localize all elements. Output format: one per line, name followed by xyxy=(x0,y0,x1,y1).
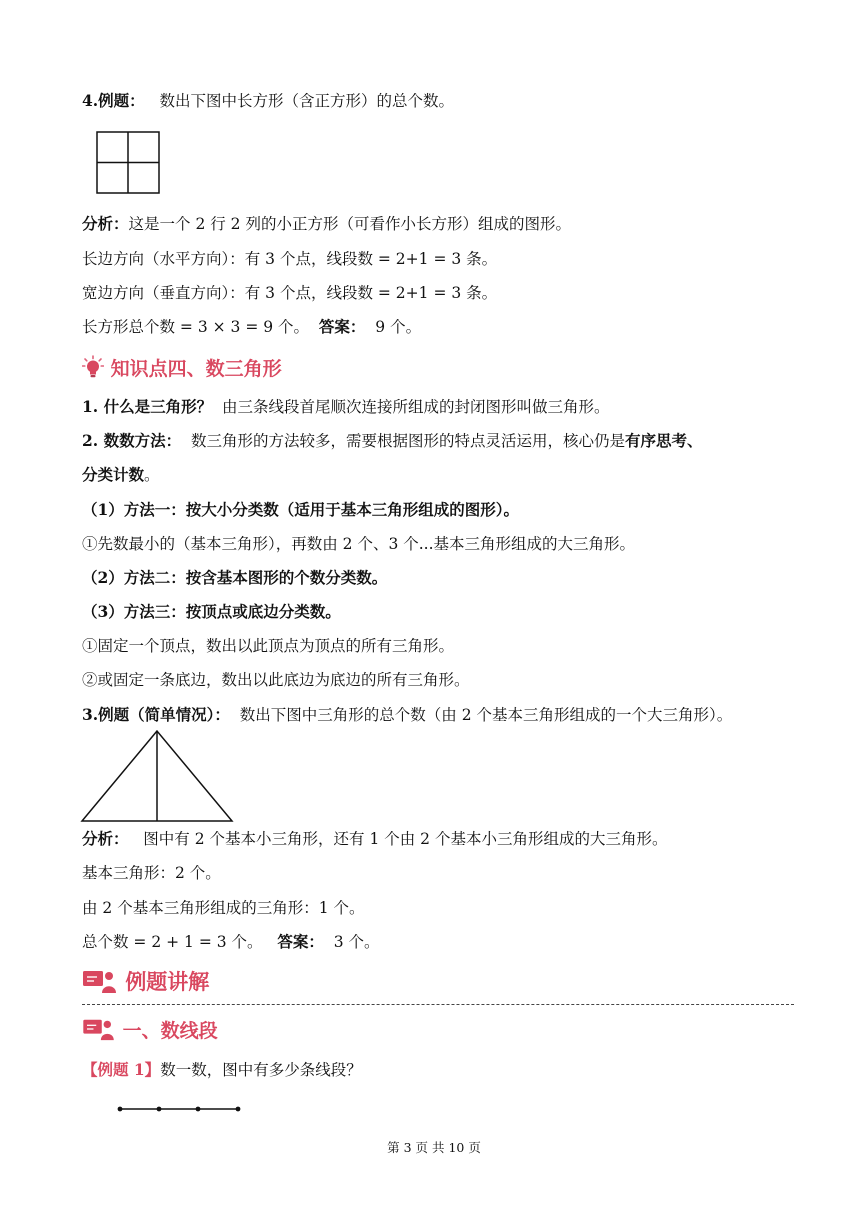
ex4-total-text: 长方形总个数 = 3 × 3 = 9 个。 xyxy=(82,318,310,336)
ex4-label: 4.例题： xyxy=(82,91,145,110)
ex3-question xyxy=(82,704,732,726)
section-knowledge-point-4-title: 知识点四、数三角形 xyxy=(110,358,282,380)
ex4-analysis-label: 分析： xyxy=(82,214,129,233)
kp2-line2-end: 。 xyxy=(144,466,160,484)
method3-title: （3）方法三：按顶点或底边分类数。 xyxy=(82,602,341,621)
ex3-text: 数出下图中三角形的总个数（由 2 个基本三角形组成的一个大三角形）。 xyxy=(239,706,733,724)
section-knowledge-point-4 xyxy=(82,354,282,381)
teacher-board-icon xyxy=(82,1017,116,1041)
ex3-total-text: 总个数 = 2 + 1 = 3 个。 xyxy=(82,933,263,951)
example-1-tag: 【例题 1】 xyxy=(82,1060,161,1079)
section-segments-title: 一、数线段 xyxy=(122,1020,218,1042)
lightbulb-icon xyxy=(82,355,104,379)
ex4-question xyxy=(82,90,454,112)
page-footer: 第 3 页 共 10 页 xyxy=(387,1140,481,1155)
method3-note1: ①固定一个顶点，数出以此顶点为顶点的所有三角形。 xyxy=(82,637,455,655)
method3-note2: ②或固定一条底边，数出以此底边为底边的所有三角形。 xyxy=(82,671,470,689)
ex4-analysis-text: 这是一个 2 行 2 列的小正方形（可看作小长方形）组成的图形。 xyxy=(128,215,571,233)
ex3-answer: 3 个。 xyxy=(333,933,380,951)
ex4-wide-side: 宽边方向（垂直方向）：有 3 个点，线段数 = 2+1 = 3 条。 xyxy=(82,284,498,302)
ex3-basic: 基本三角形：2 个。 xyxy=(82,864,221,882)
ex3-total xyxy=(82,931,380,953)
teacher-board-icon xyxy=(82,968,118,994)
section-segments xyxy=(82,1016,218,1043)
triangle-figure xyxy=(80,729,234,824)
kp2-text: 数三角形的方法较多，需要根据图形的特点灵活运用，核心仍是 xyxy=(190,432,625,450)
kp2-line2-bold: 分类计数 xyxy=(82,465,145,484)
ex3-combined: 由 2 个基本三角形组成的三角形：1 个。 xyxy=(82,899,365,917)
square-grid-figure xyxy=(96,131,162,195)
ex3-answer-label: 答案： xyxy=(277,932,324,951)
ex4-answer: 9 个。 xyxy=(375,318,422,336)
kp2-bold-tail: 有序思考、 xyxy=(624,431,703,450)
kp1-text: 由三条线段首尾顺次连接所组成的封闭图形叫做三角形。 xyxy=(221,398,610,416)
method2-title: （2）方法二：按含基本图形的个数分类数。 xyxy=(82,568,388,587)
section-examples xyxy=(82,966,209,996)
ex3-label: 3.例题（简单情况）： xyxy=(82,705,230,724)
kp2-line2 xyxy=(82,464,160,486)
kp1-label: 1. 什么是三角形？ xyxy=(82,397,213,416)
ex3-analysis-text: 图中有 2 个基本小三角形，还有 1 个由 2 个基本小三角形组成的大三角形。 xyxy=(143,830,668,848)
method1-title: （1）方法一：按大小分类数（适用于基本三角形组成的图形）。 xyxy=(82,500,520,519)
ex3-analysis-label: 分析： xyxy=(82,829,129,848)
ex4-total xyxy=(82,316,421,338)
ex3-analysis xyxy=(82,828,667,850)
example-1 xyxy=(82,1059,362,1081)
kp2 xyxy=(82,430,702,452)
ex4-answer-label: 答案： xyxy=(318,317,366,336)
kp1 xyxy=(82,396,609,418)
section-divider xyxy=(82,1004,794,1005)
ex4-long-side: 长边方向（水平方向）：有 3 个点，线段数 = 2+1 = 3 条。 xyxy=(82,250,498,268)
example-1-text: 数一数，图中有多少条线段？ xyxy=(160,1061,362,1079)
method1-note: ①先数最小的（基本三角形），再数由 2 个、3 个...基本三角形组成的大三角形。 xyxy=(82,535,636,553)
ex4-analysis xyxy=(82,213,571,235)
kp2-label: 2. 数数方法： xyxy=(82,431,182,450)
ex4-text: 数出下图中长方形（含正方形）的总个数。 xyxy=(159,92,454,110)
line-segment-figure xyxy=(116,1104,242,1114)
section-examples-title: 例题讲解 xyxy=(125,970,210,994)
